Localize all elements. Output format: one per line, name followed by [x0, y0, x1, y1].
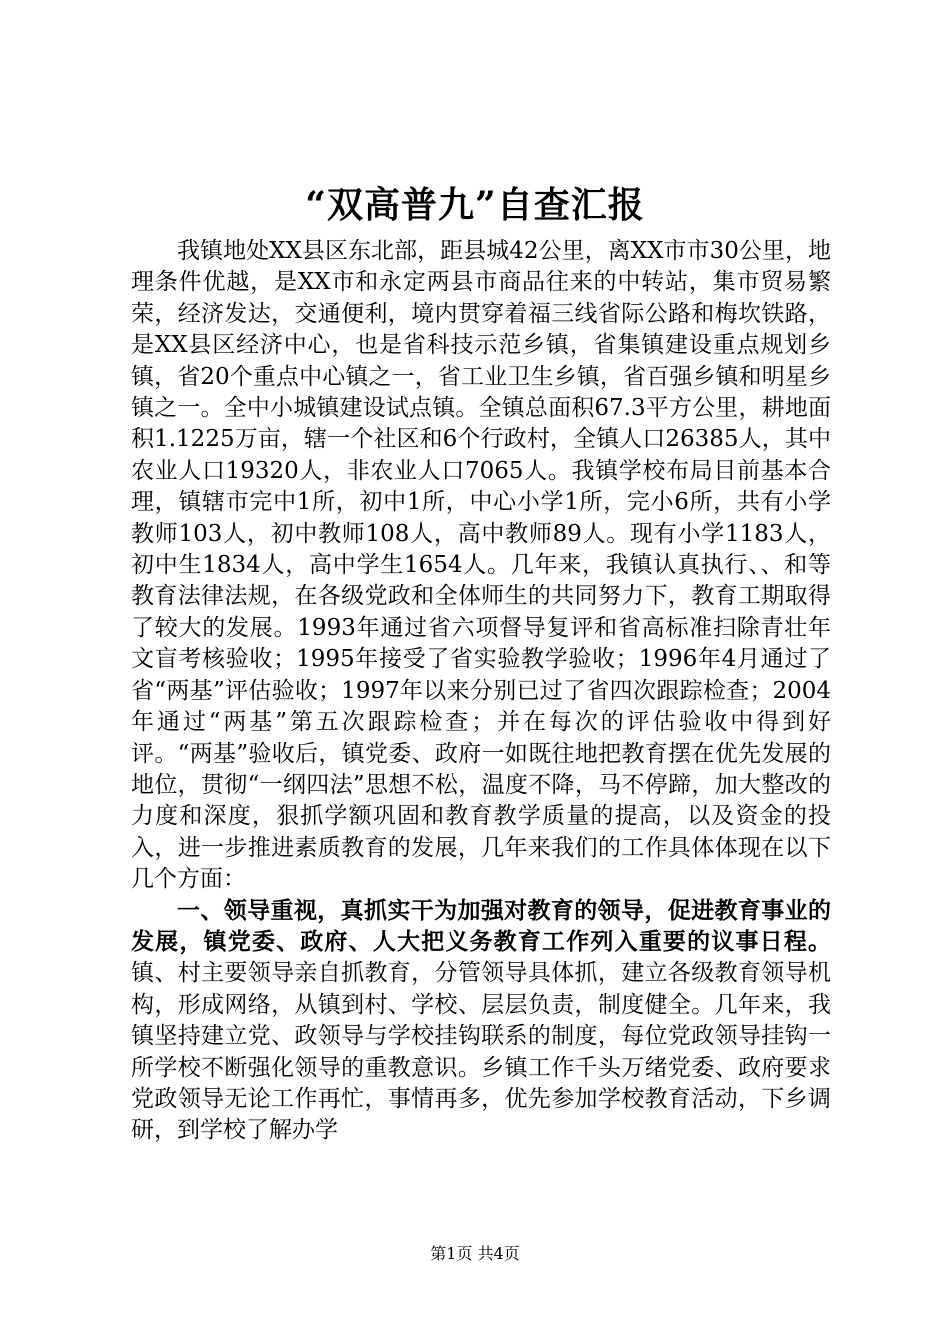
paragraph-intro-text: 我镇地处XX县区东北部，距县城42公里，离XX市市30公里，地理条件优越，是XX市和永定两县市商品往来的中转站，集市贸易繁荣，经济发达，交通便利，境内贯穿着福三线省际公路和梅坎铁路，是XX县区经济中心，也是省科技示范乡镇，省集镇建设重点规划乡镇，省20个重点中心镇之一，省工业卫生乡镇，省百强乡镇和明星乡镇之一。全中小城镇建设试点镇。全镇总面积67.3平方公里，耕地面积1.1225万亩，辖一个社区和6个行政村，全镇人口26385人，其中农业人口19320人，非农业人口7065人。我镇学校布局目前基本合理，镇辖市完中1所，初中1所，中心小学1所，完小6所，共有小学教师103人，初中教师108人，高中教师89人。现有小学1183人，初中生1834人，高中学生1654人。几年来，我镇认真执行、、和等教育法律法规，在各级党政和全体师生的共同努力下，教育工期取得了较大的发展。1993年通过省六项督导复评和省高标准扫除青壮年文盲考核验收；1995年接受了省实验教学验收；1996年4月通过了省“两基”评估验收；1997年以来分别已过了省四次跟踪检查；2004年通过“两基”第五次跟踪检查；并在每次的评估验收中得到好评。“两基”验收后，镇党委、政府一如既往地把教育摆在优先发展的地位，贯彻“一纲四法”思想不松，温度不降，马不停蹄，加大整改的力度和深度，狠抓学额巩固和教育教学质量的提高，以及资金的投入，进一步推进素质教育的发展，几年来我们的工作具体体现在以下几个方面：: [131, 238, 831, 893]
paragraph-intro: [131, 236, 831, 896]
document-body: [131, 236, 831, 1147]
document-title: “双高普九”自查汇报: [305, 184, 645, 226]
paragraph-section-1: [131, 896, 831, 1147]
section-1-text: 镇、村主要领导亲自抓教育，分管领导具体抓，建立各级教育领导机构，形成网络，从镇到村、学校、层层负责，制度健全。几年来，我镇坚持建立党、政领导与学校挂钩联系的制度，每位党政领导挂钩一所学校不断强化领导的重教意识。乡镇工作千头万绪党委、政府要求党政领导无论工作再忙，事情再多，优先参加学校教育活动，下乡调研，到学校了解办学: [131, 960, 831, 1144]
section-heading: 一、领导重视，真抓实干为加强对教育的领导，促进教育事业的发展，镇党委、政府、人大把义务教育工作列入重要的议事日程。: [131, 897, 831, 955]
page-footer: 第1页 共4页: [430, 1244, 520, 1263]
